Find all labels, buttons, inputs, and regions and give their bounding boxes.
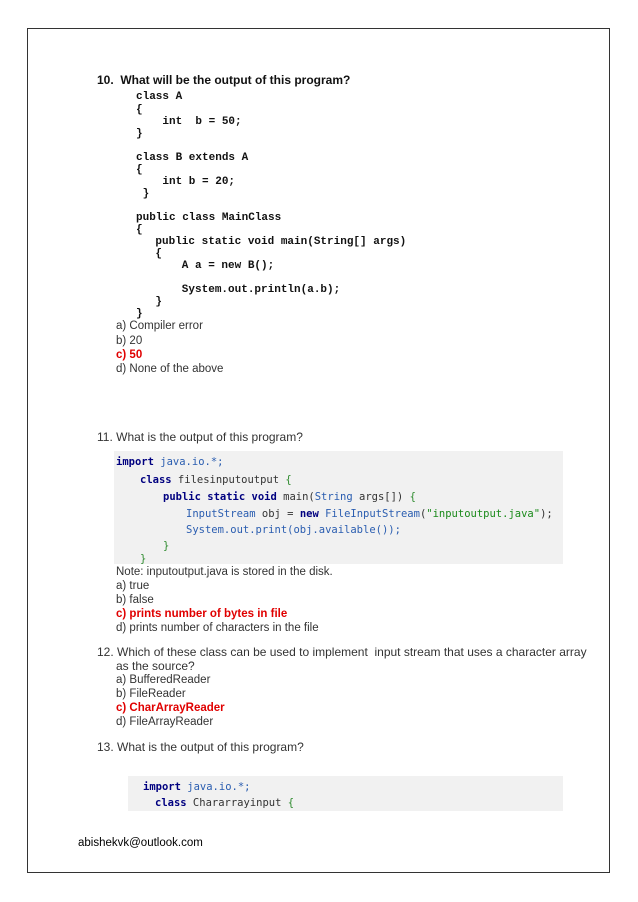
q11-option-b: b) false xyxy=(116,594,154,606)
code-keyword: import xyxy=(143,781,181,793)
code-text: ( xyxy=(419,508,427,520)
code-line: } xyxy=(136,308,143,320)
q11-title: 11. What is the output of this program? xyxy=(97,430,303,444)
q11-note: Note: inputoutput.java is stored in the disk. xyxy=(116,566,333,578)
code-line: } xyxy=(140,553,147,565)
q12-option-c-correct: c) CharArrayReader xyxy=(116,702,225,714)
code-keyword: class xyxy=(140,474,172,486)
code-text: args[]) xyxy=(352,491,410,503)
code-text: filesinputoutput xyxy=(171,474,286,486)
code-line: System.out.print(obj.available()); xyxy=(186,524,401,536)
code-keyword: class xyxy=(155,797,187,809)
code-line: { xyxy=(136,164,143,176)
code-line: } xyxy=(163,540,170,552)
code-brace: { xyxy=(285,474,292,486)
code-line: int b = 20; xyxy=(136,176,236,188)
code-text: obj = xyxy=(255,508,300,520)
q10-option-a: a) Compiler error xyxy=(116,320,203,332)
q13-title: 13. What is the output of this program? xyxy=(97,740,304,754)
q11-option-c-correct: c) prints number of bytes in file xyxy=(116,608,288,620)
q11-option-a: a) true xyxy=(116,580,150,592)
code-line xyxy=(186,508,553,520)
q10-title: 10. What will be the output of this program? xyxy=(97,73,351,87)
code-line: System.out.println(a.b); xyxy=(129,284,341,296)
q11-option-d: d) prints number of characters in the file xyxy=(116,622,319,634)
code-line xyxy=(116,456,223,468)
code-type: String xyxy=(314,491,353,503)
code-line xyxy=(155,797,294,809)
code-line: public class MainClass xyxy=(136,212,282,224)
code-text: java.io.*; xyxy=(180,781,251,793)
code-keyword: import xyxy=(116,456,154,468)
q12-option-d: d) FileArrayReader xyxy=(116,716,214,728)
q12-option-b: b) FileReader xyxy=(116,688,186,700)
q12-title-line1: 12. Which of these class can be used to implement input stream that uses a character array xyxy=(97,645,587,659)
code-keyword: public static void xyxy=(163,491,277,503)
q12-option-a: a) BufferedReader xyxy=(116,674,211,686)
code-string: "inputoutput.java" xyxy=(426,508,541,520)
code-line: } xyxy=(136,188,150,200)
code-type: FileInputStream xyxy=(325,508,420,520)
code-line: } xyxy=(136,128,143,140)
code-line: { xyxy=(129,248,163,260)
code-text: java.io.*; xyxy=(153,456,224,468)
code-line: { xyxy=(136,104,143,116)
code-text: main( xyxy=(276,491,315,503)
code-brace: { xyxy=(287,797,295,809)
code-text: Chararrayinput xyxy=(186,797,288,809)
q10-option-c-correct: c) 50 xyxy=(116,349,143,361)
code-type: InputStream xyxy=(186,508,256,520)
code-line: public static void main(String[] args) xyxy=(129,236,407,248)
code-line: int b = 50; xyxy=(136,116,242,128)
code-line xyxy=(163,491,416,503)
q12-title-line2: as the source? xyxy=(116,659,195,673)
code-line xyxy=(143,781,250,793)
code-line: { xyxy=(136,224,143,236)
footer-email: abishekvk@outlook.com xyxy=(78,837,203,849)
code-brace: { xyxy=(409,491,416,503)
code-keyword: new xyxy=(299,508,319,520)
code-line xyxy=(140,474,292,486)
code-line: A a = new B(); xyxy=(129,260,275,272)
code-text: ); xyxy=(540,508,553,520)
code-line: } xyxy=(129,296,163,308)
q10-option-b: b) 20 xyxy=(116,335,143,347)
q10-option-d: d) None of the above xyxy=(116,363,224,375)
code-line: class A xyxy=(136,91,183,103)
code-line: class B extends A xyxy=(136,152,249,164)
